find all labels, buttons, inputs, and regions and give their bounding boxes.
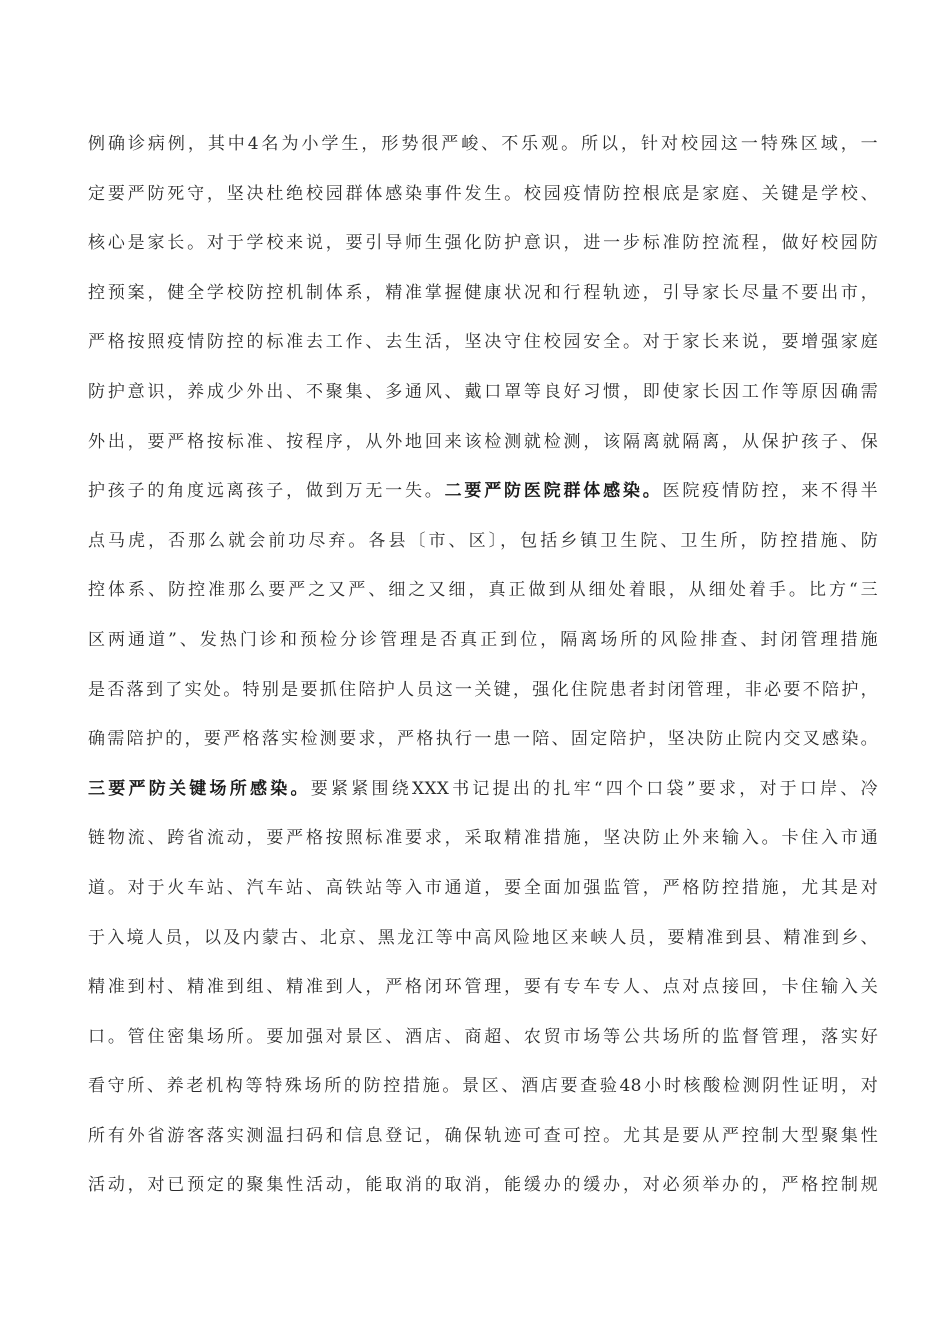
text-line <box>88 418 878 468</box>
text-line <box>88 517 878 567</box>
paragraph-text: 外出，要严格按标准、按程序，从外地回来该检测就检测，该隔离就隔离，从保护孩子、保 <box>88 431 878 452</box>
text-line <box>88 467 878 517</box>
text-line <box>88 1013 878 1063</box>
text-line <box>88 219 878 269</box>
paragraph-text: 看守所、养老机构等特殊场所的防控措施。景区、酒店要查验48小时核酸检测阴性证明，对 <box>88 1076 878 1097</box>
text-line <box>88 864 878 914</box>
paragraph-text: 道。对于火车站、汽车站、高铁站等入市通道，要全面加强监管，严格防控措施，尤其是对 <box>88 877 878 898</box>
body-text <box>88 120 878 1211</box>
paragraph-text: 点马虎，否那么就会前功尽弃。各县〔市、区〕，包括乡镇卫生院、卫生所，防控措施、防 <box>88 530 878 551</box>
paragraph-text: 确需陪护的，要严格落实检测要求，严格执行一患一陪、固定陪护，坚决防止院内交叉感染。 <box>88 729 878 750</box>
bold-heading-text: 三要严防关键场所感染。 <box>88 778 311 799</box>
text-line <box>88 814 878 864</box>
paragraph-text: 于入境人员，以及内蒙古、北京、黑龙江等中高风险地区来峡人员，要精准到县、精准到乡、 <box>88 927 878 948</box>
paragraph-text: 所有外省游客落实测温扫码和信息登记，确保轨迹可查可控。尤其是要从严控制大型聚集性 <box>88 1125 878 1146</box>
paragraph-text: 口。管住密集场所。要加强对景区、酒店、商超、农贸市场等公共场所的监督管理，落实好 <box>88 1026 878 1047</box>
text-line <box>88 269 878 319</box>
paragraph-text: 控体系、防控准那么要严之又严、细之又细，真正做到从细处着眼，从细处着手。比方“三 <box>88 580 878 601</box>
paragraph-text: 定要严防死守，坚决杜绝校园群体感染事件发生。校园疫情防控根底是家庭、关键是学校、 <box>88 183 878 204</box>
text-line <box>88 666 878 716</box>
text-line <box>88 1062 878 1112</box>
paragraph-text: 活动，对已预定的聚集性活动，能取消的取消，能缓办的缓办，对必须举办的，严格控制规 <box>88 1175 878 1196</box>
paragraph-text: 要紧紧围绕XXX书记提出的扎牢“四个口袋”要求，对于口岸、冷 <box>310 778 878 799</box>
text-line <box>88 1112 878 1162</box>
text-line <box>88 715 878 765</box>
text-line <box>88 318 878 368</box>
text-line <box>88 1161 878 1211</box>
paragraph-text: 医院疫情防控，来不得半 <box>662 481 878 502</box>
text-line <box>88 566 878 616</box>
text-line <box>88 120 878 170</box>
text-line <box>88 368 878 418</box>
paragraph-text: 是否落到了实处。特别是要抓住陪护人员这一关键，强化住院患者封闭管理，非必要不陪护， <box>88 679 878 700</box>
text-line <box>88 616 878 666</box>
paragraph-text: 例确诊病例，其中4名为小学生，形势很严峻、不乐观。所以，针对校园这一特殊区域，一 <box>88 134 878 154</box>
text-line <box>88 963 878 1013</box>
paragraph-text: 精准到村、精准到组、精准到人，严格闭环管理，要有专车专人、点对点接回，卡住输入关 <box>88 977 878 998</box>
paragraph-text: 控预案，健全学校防控机制体系，精准掌握健康状况和行程轨迹，引导家长尽量不要出市， <box>88 282 878 303</box>
paragraph-text: 核心是家长。对于学校来说，要引导师生强化防护意识，进一步标准防控流程，做好校园防 <box>88 233 878 254</box>
paragraph-text: 区两通道”、发热门诊和预检分诊管理是否真正到位，隔离场所的风险排查、封闭管理措施 <box>88 629 878 650</box>
paragraph-text: 护孩子的角度远离孩子，做到万无一失。 <box>88 481 445 502</box>
text-line <box>88 765 878 815</box>
text-line <box>88 170 878 220</box>
paragraph-text: 严格按照疫情防控的标准去工作、去生活，坚决守住校园安全。对于家长来说，要增强家庭 <box>88 332 878 353</box>
paragraph-text: 防护意识，养成少外出、不聚集、多通风、戴口罩等良好习惯，即使家长因工作等原因确需 <box>88 381 878 402</box>
text-line <box>88 914 878 964</box>
paragraph-text: 链物流、跨省流动，要严格按照标准要求，采取精准措施，坚决防止外来输入。卡住入市通 <box>88 828 878 849</box>
bold-heading-text: 二要严防医院群体感染。 <box>444 481 663 502</box>
